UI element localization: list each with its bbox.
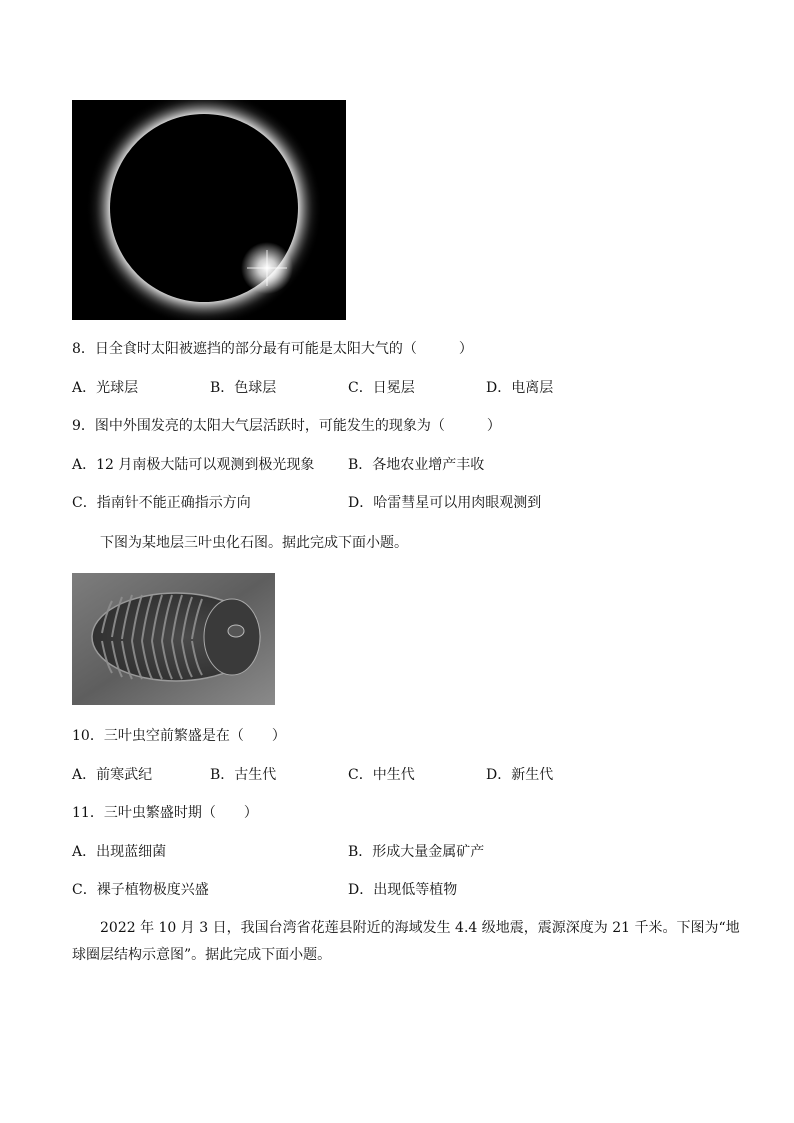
q10-option-b: B．古生代 <box>210 767 277 783</box>
q8-option-a: A．光球层 <box>72 380 139 396</box>
question-9-stem: 9．图中外围发亮的太阳大气层活跃时，可能发生的现象为（ ） <box>72 418 501 434</box>
earthquake-intro-line-1: 2022 年 10 月 3 日，我国台湾省花莲县附近的海域发生 4.4 级地震，震源深度为 21 千米。下图为“地 <box>100 920 740 936</box>
trilobite-fossil-image <box>72 573 275 705</box>
question-8-stem: 8．日全食时太阳被遮挡的部分最有可能是太阳大气的（ ） <box>72 341 473 357</box>
q11-option-d: D．出现低等植物 <box>348 882 458 898</box>
q10-option-c: C．中生代 <box>348 767 415 783</box>
q9-option-c: C．指南针不能正确指示方向 <box>72 495 251 511</box>
q10-option-d: D．新生代 <box>486 767 554 783</box>
trilobite-intro: 下图为某地层三叶虫化石图。据此完成下面小题。 <box>100 535 408 551</box>
q9-option-a: A．12 月南极大陆可以观测到极光现象 <box>72 457 315 473</box>
q8-option-b: B．色球层 <box>210 380 277 396</box>
q10-option-a: A．前寒武纪 <box>72 767 153 783</box>
question-10-stem: 10．三叶虫空前繁盛是在（ ） <box>72 728 286 744</box>
q8-option-d: D．电离层 <box>486 380 554 396</box>
q9-option-d: D．哈雷彗星可以用肉眼观测到 <box>348 495 542 511</box>
solar-eclipse-graphic <box>72 100 346 320</box>
solar-eclipse-image <box>72 100 346 320</box>
q8-option-c: C．日冕层 <box>348 380 415 396</box>
earthquake-intro-line-2: 球圈层结构示意图”。据此完成下面小题。 <box>72 947 332 963</box>
q9-option-b: B．各地农业增产丰收 <box>348 457 485 473</box>
trilobite-graphic <box>72 573 275 705</box>
q11-option-c: C．裸子植物极度兴盛 <box>72 882 209 898</box>
question-11-stem: 11．三叶虫繁盛时期（ ） <box>72 805 258 821</box>
q11-option-b: B．形成大量金属矿产 <box>348 844 485 860</box>
q11-option-a: A．出现蓝细菌 <box>72 844 167 860</box>
